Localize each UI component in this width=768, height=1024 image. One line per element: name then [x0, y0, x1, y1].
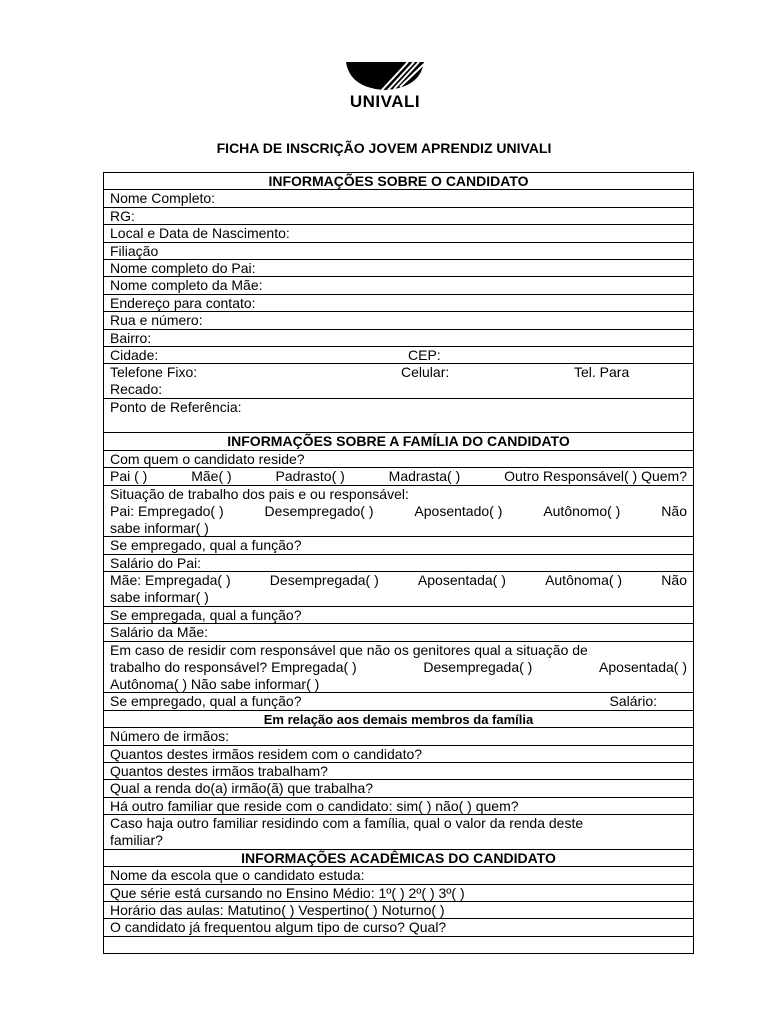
field-nome-mae[interactable]: Nome completo da Mãe: [104, 277, 693, 294]
field-cidade-cep[interactable] [104, 347, 693, 364]
pai-nao-sabe[interactable]: sabe informar( ) [110, 519, 209, 536]
field-bairro[interactable]: Bairro: [104, 330, 693, 347]
option-mae[interactable]: Mãe( ) [191, 468, 232, 485]
univali-logo [338, 60, 432, 110]
reside-options[interactable] [104, 468, 693, 485]
registration-form [103, 172, 694, 954]
resp-line1: Em caso de residir com responsável que não os genitores qual a situação de [110, 641, 588, 658]
field-endereco: Endereço para contato: [104, 295, 693, 312]
renda-outro-familiar[interactable] [104, 815, 693, 850]
mae-desempregada[interactable]: Desempregada( ) [269, 572, 379, 589]
pai-nao: Não [661, 502, 687, 519]
logo-text: UNIVALI [349, 92, 421, 111]
serie-ensino-medio[interactable]: Que série está cursando no Ensino Médio: 1º( ) 2º( ) 3º( ) [104, 885, 693, 902]
horario-aulas[interactable]: Horário das aulas: Matutino( ) Vespertino( ) Noturno( ) [104, 902, 693, 919]
pai-autonomo[interactable]: Autônomo( ) [543, 502, 621, 519]
option-padrasto[interactable]: Padrasto( ) [275, 468, 345, 485]
candidate-section-header: INFORMAÇÕES SOBRE O CANDIDATO [104, 173, 693, 190]
telefone-label: Telefone Fixo: [110, 364, 198, 381]
resp-desempregada[interactable]: Desempregada( ) [423, 658, 533, 675]
field-telefones[interactable] [104, 364, 693, 399]
field-filiacao: Filiação [104, 243, 693, 260]
field-nome[interactable]: Nome Completo: [104, 190, 693, 207]
blank-row[interactable] [104, 937, 693, 954]
caso-line1: Caso haja outro familiar residindo com a família, qual o valor da renda deste [110, 815, 584, 832]
resp-funcao: Se empregado, qual a função? [110, 693, 302, 710]
cidade-label: Cidade: [110, 346, 159, 363]
tel-recado-label: Tel. Para [574, 364, 630, 381]
celular-label: Celular: [401, 364, 450, 381]
renda-irmao[interactable]: Qual a renda do(a) irmão(ã) que trabalha? [104, 780, 693, 797]
caso-line2: familiar? [110, 832, 163, 849]
document-title: FICHA DE INSCRIÇÃO JOVEM APRENDIZ UNIVALI [216, 140, 552, 156]
field-nome-pai[interactable]: Nome completo do Pai: [104, 260, 693, 277]
recado-label: Recado: [110, 381, 163, 398]
irmaos-residem[interactable]: Quantos destes irmãos residem com o candidato? [104, 746, 693, 763]
situacao-title: Situação de trabalho dos pais e ou responsável: [110, 485, 409, 502]
cep-label: CEP: [408, 346, 441, 363]
irmaos-trabalham[interactable]: Quantos destes irmãos trabalham? [104, 763, 693, 780]
mae-autonoma[interactable]: Autônoma( ) [545, 572, 623, 589]
pai-options[interactable] [110, 503, 687, 520]
outro-familiar[interactable]: Há outro familiar que reside com o candidato: sim( ) não( ) quem? [104, 798, 693, 815]
resp-options[interactable] [110, 659, 687, 676]
option-madrasta[interactable]: Madrasta( ) [388, 468, 461, 485]
situacao-pai[interactable] [104, 486, 693, 538]
pai-aposentado[interactable]: Aposentado( ) [414, 502, 503, 519]
academic-section-header: INFORMAÇÕES ACADÊMICAS DO CANDIDATO [104, 850, 693, 867]
mae-funcao[interactable]: Se empregada, qual a função? [104, 607, 693, 624]
family-section-header: INFORMAÇÕES SOBRE A FAMÍLIA DO CANDIDATO [104, 433, 693, 450]
field-rg[interactable]: RG: [104, 208, 693, 225]
field-ponto-referencia[interactable]: Ponto de Referência: [104, 399, 693, 434]
nome-escola[interactable]: Nome da escola que o candidato estuda: [104, 867, 693, 884]
curso-frequentado[interactable]: O candidato já frequentou algum tipo de curso? Qual? [104, 919, 693, 936]
situacao-responsavel[interactable] [104, 642, 693, 694]
option-pai[interactable]: Pai ( ) [110, 468, 148, 485]
com-quem-reside: Com quem o candidato reside? [104, 451, 693, 468]
resp-funcao-salario[interactable] [104, 693, 693, 710]
field-rua[interactable]: Rua e número: [104, 312, 693, 329]
mae-aposentada[interactable]: Aposentada( ) [417, 572, 506, 589]
pai-salario[interactable]: Salário do Pai: [104, 555, 693, 572]
numero-irmaos[interactable]: Número de irmãos: [104, 728, 693, 745]
members-section-header: Em relação aos demais membros da família [104, 711, 693, 728]
mae-options[interactable] [110, 572, 687, 589]
mae-empregada[interactable]: Mãe: Empregada( ) [110, 572, 231, 589]
univali-logo-icon [338, 60, 432, 94]
option-outro[interactable]: Outro Responsável( ) Quem? [504, 468, 687, 485]
resp-salario: Salário: [609, 693, 657, 710]
mae-nao-sabe[interactable]: sabe informar( ) [110, 589, 209, 606]
mae-nao: Não [661, 572, 687, 589]
resp-empregada[interactable]: trabalho do responsável? Empregada( ) [110, 658, 357, 675]
resp-line3[interactable]: Autônoma( ) Não sabe informar( ) [110, 675, 320, 692]
resp-aposentada[interactable]: Aposentada( ) [599, 658, 687, 675]
mae-salario[interactable]: Salário da Mãe: [104, 624, 693, 641]
pai-funcao[interactable]: Se empregado, qual a função? [104, 537, 693, 554]
field-local-nascimento[interactable]: Local e Data de Nascimento: [104, 225, 693, 242]
pai-desempregado[interactable]: Desempregado( ) [264, 502, 374, 519]
pai-empregado[interactable]: Pai: Empregado( ) [110, 502, 224, 519]
situacao-mae[interactable] [104, 572, 693, 607]
